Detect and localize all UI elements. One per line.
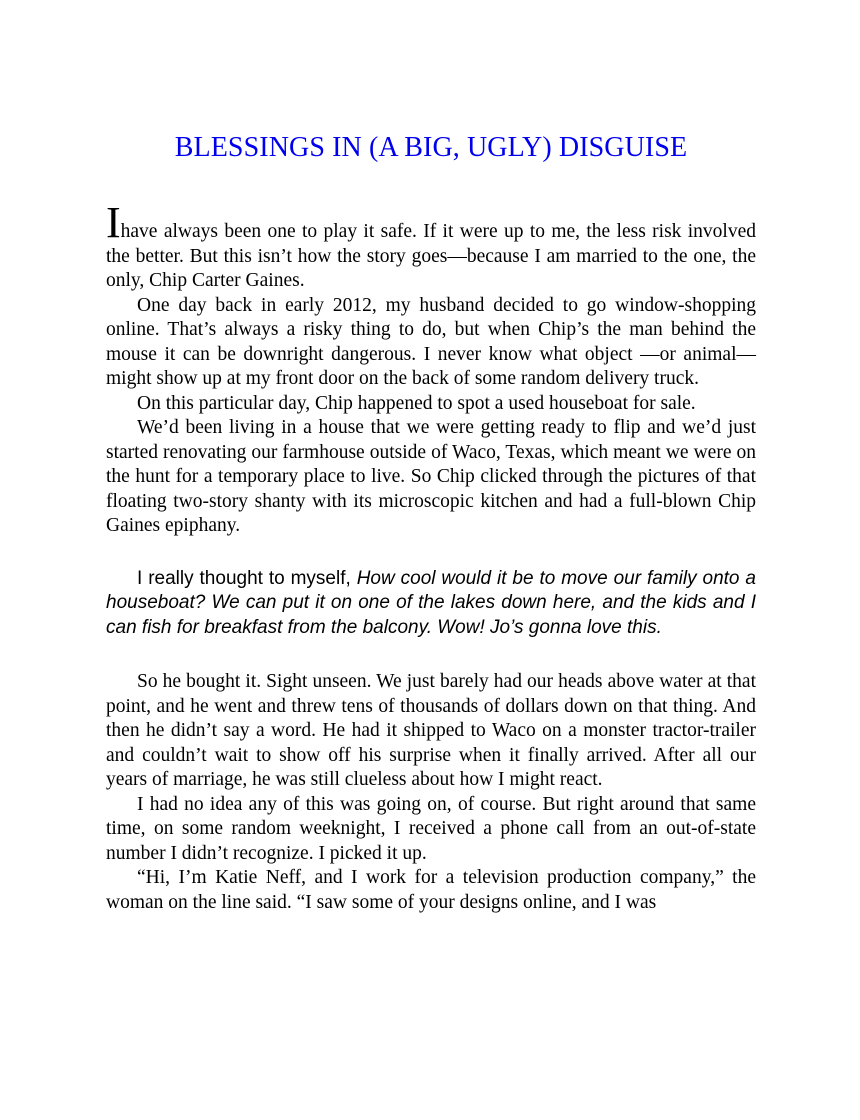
paragraph-2: One day back in early 2012, my husband decided to go window-shopping online. That’s always a risky thing to do, but when Chip’s the man behind the mouse it can be downright dangerous. I never know what object —or animal—might show up at my front door on the back of some random delivery truck. [106, 294, 756, 389]
paragraph-1 [106, 198, 756, 294]
chapter-title: BLESSINGS IN (A BIG, UGLY) DISGUISE [174, 132, 688, 163]
inner-thought-quote [106, 567, 756, 641]
chapter-body [106, 198, 756, 915]
paragraph-4: We’d been living in a house that we were getting ready to flip and we’d just started renovating our farmhouse outside of Waco, Texas, which meant we were on the hunt for a temporary place to live. So Chip clicked through the pictures of that floating two-story shanty with its microscopic kitchen and had a full-blown Chip Gaines epiphany. [106, 417, 756, 536]
paragraph-5: So he bought it. Sight unseen. We just barely had our heads above water at that point, and he went and threw tens of thousands of dollars down on that thing. And then he didn’t say a word. He had it shipped to Waco on a monster tractor-trailer and couldn’t wait to show off his surprise when it finally arrived. After all our years of marriage, he was still clueless about how I might react. [106, 671, 756, 790]
paragraph-3: On this particular day, Chip happened to spot a used houseboat for sale. [137, 392, 696, 414]
paragraph-1-text: have always been one to play it safe. If it were up to me, the less risk involved the better. But this isn’t how the story goes—because I am married to the one, the only, Chip Carter Gaines. [106, 221, 756, 291]
drop-cap: I [106, 198, 121, 247]
quote-lead: I really thought to myself, [137, 567, 357, 589]
book-page [106, 128, 756, 915]
paragraph-6: I had no idea any of this was going on, of course. But right around that same time, on some random weeknight, I received a phone call from an out-of-state number I didn’t recognize. I picked it up. [106, 793, 756, 864]
paragraph-7: “Hi, I’m Katie Neff, and I work for a television production company,” the woman on the line said. “I saw some of your designs online, and I was [106, 867, 756, 913]
quote-italic-text: How cool would it be to move our family onto a houseboat? We can put it on one of the lakes down here, and the kids and I can fish for breakfast from the balcony. Wow! Jo’s gonna love this. [106, 567, 756, 638]
